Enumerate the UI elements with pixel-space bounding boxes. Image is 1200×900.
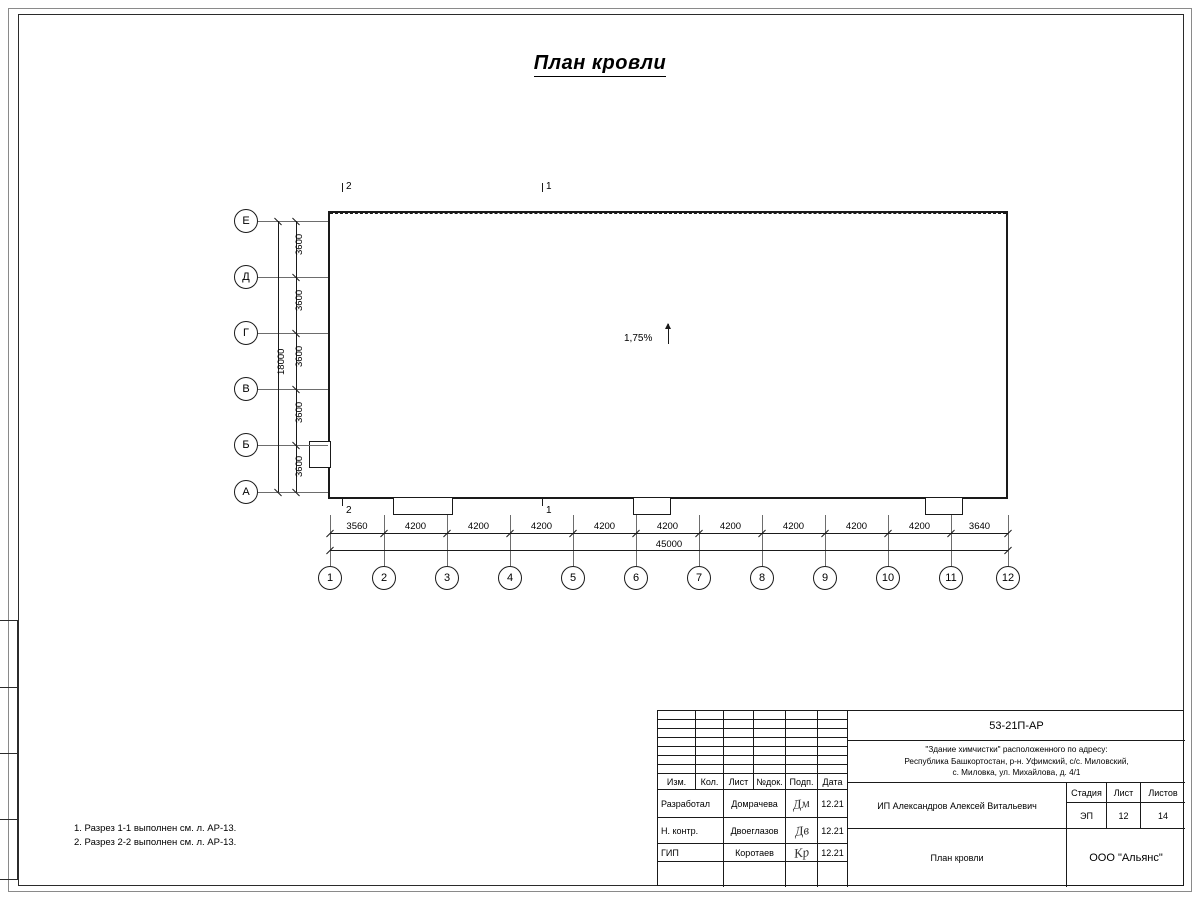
axis-circle-11: 11	[939, 566, 963, 590]
role-row-empty	[786, 862, 818, 887]
axis-circle-5: 5	[561, 566, 585, 590]
stage-value: ЭП	[1080, 810, 1093, 821]
hdim-total-line	[330, 550, 1008, 551]
axis-circle-V: В	[234, 377, 258, 401]
signature-1: Дм	[792, 794, 811, 812]
axis-circle-A: А	[234, 480, 258, 504]
title-block	[657, 710, 1184, 886]
role-row-empty	[818, 862, 848, 887]
axis-circle-2: 2	[372, 566, 396, 590]
role-date-1: 12.21	[821, 798, 844, 809]
role-name-1: Домрачева	[731, 798, 778, 809]
hdim-text-6: 4200	[656, 521, 679, 532]
axis-lead-A	[258, 492, 328, 493]
note-line-2: 2. Разрез 2-2 выполнен см. л. АР-13.	[74, 837, 237, 849]
hdim-text-11: 3640	[968, 521, 991, 532]
role-label-1: Разработал	[661, 798, 710, 809]
axis-lead-V	[258, 389, 328, 390]
company-name: ООО "Альянс"	[1089, 852, 1163, 864]
axis-lead-D	[258, 277, 328, 278]
axis-circle-9: 9	[813, 566, 837, 590]
axis-circle-G: Г	[234, 321, 258, 345]
project-code: 53-21П-АР	[989, 719, 1044, 732]
stage-header: Стадия	[1071, 787, 1102, 798]
stamp-header-izm: Изм.	[666, 776, 687, 787]
axis-lead-G	[258, 333, 328, 334]
hdim-text-3: 4200	[467, 521, 490, 532]
axis-circle-10: 10	[876, 566, 900, 590]
axis-lead-12	[1008, 515, 1009, 566]
vdim-text-4: 3600	[294, 401, 305, 423]
customer-name: ИП Александров Алексей Витальевич	[877, 800, 1037, 811]
vdim-text-5: 3600	[294, 455, 305, 477]
hdim-text-9: 4200	[845, 521, 868, 532]
signature-2: Дв	[793, 821, 810, 839]
section-mark-top-2	[346, 181, 352, 192]
section-mark-label: 2	[346, 181, 352, 192]
object-line-3: с. Миловка, ул. Михайлова, д. 4/1	[952, 768, 1081, 778]
slope-direction-arrow	[668, 324, 669, 344]
axis-circle-4: 4	[498, 566, 522, 590]
hdim-total-text: 45000	[655, 539, 683, 550]
slope-label: 1,75%	[624, 333, 653, 344]
sheet-name: План кровли	[930, 853, 984, 863]
role-name-2: Двоеглазов	[730, 825, 779, 836]
stamp-header-ndok: №док.	[756, 776, 783, 787]
role-label-3: ГИП	[661, 847, 679, 858]
stamp-header-kol: Кол.	[700, 776, 719, 787]
note-line-1: 1. Разрез 1-1 выполнен см. л. АР-13.	[74, 823, 237, 834]
vdim-text-1: 3600	[294, 233, 305, 255]
revision-col-sep	[658, 711, 818, 774]
vdim-total-text: 18000	[276, 348, 287, 375]
object-line-2: Республика Башкортостан, р-н. Уфимский, с/с. Миловский,	[904, 756, 1129, 766]
axis-circle-D: Д	[234, 265, 258, 289]
hdim-text-8: 4200	[782, 521, 805, 532]
drawing-notes	[74, 822, 236, 851]
hdim-text-1: 3560	[346, 521, 368, 532]
sheets-header: Листов	[1148, 787, 1178, 798]
sheet-header: Лист	[1113, 787, 1134, 798]
sheets-value: 14	[1157, 810, 1168, 821]
section-mark-bottom-2	[346, 505, 352, 516]
axis-circle-12: 12	[996, 566, 1020, 590]
role-name-3: Коротаев	[735, 847, 774, 858]
role-row-empty	[658, 862, 724, 887]
hdim-chain-line	[330, 533, 1008, 534]
sheet-value: 12	[1118, 810, 1129, 821]
section-mark-top-1	[546, 181, 552, 192]
page-title-text: План кровли	[534, 52, 666, 77]
hdim-text-2: 4200	[404, 521, 427, 532]
section-mark-label: 2	[346, 505, 352, 516]
signature-3: Кр	[792, 844, 810, 861]
roof-ridge-dashed-line	[330, 213, 1006, 214]
axis-circle-6: 6	[624, 566, 648, 590]
section-mark-bottom-1	[546, 505, 552, 516]
axis-circle-E: Е	[234, 209, 258, 233]
axis-lead-E	[258, 221, 328, 222]
role-row-empty	[724, 862, 786, 887]
hdim-text-5: 4200	[593, 521, 616, 532]
axis-circle-B: Б	[234, 433, 258, 457]
object-line-1: "Здание химчистки" расположенного по адресу:	[925, 744, 1108, 754]
canopy-rect-2	[633, 497, 671, 515]
axis-circle-8: 8	[750, 566, 774, 590]
section-mark-label: 1	[546, 505, 552, 516]
stamp-header-data: Дата	[822, 776, 843, 787]
axis-circle-3: 3	[435, 566, 459, 590]
axis-lead-B	[258, 445, 328, 446]
hdim-text-10: 4200	[908, 521, 931, 532]
role-date-3: 12.21	[821, 847, 844, 858]
hdim-text-7: 4200	[719, 521, 742, 532]
hdim-text-4: 4200	[530, 521, 553, 532]
role-date-2: 12.21	[821, 825, 844, 836]
stamp-header-podp: Подп.	[789, 776, 814, 787]
section-mark-label: 1	[546, 181, 552, 192]
canopy-rect-3	[925, 497, 963, 515]
vdim-text-3: 3600	[294, 345, 305, 367]
axis-circle-1: 1	[318, 566, 342, 590]
axis-circle-7: 7	[687, 566, 711, 590]
vdim-text-2: 3600	[294, 289, 305, 311]
role-label-2: Н. контр.	[661, 825, 699, 836]
building-outline	[328, 211, 1008, 499]
canopy-rect-1	[393, 497, 453, 515]
stamp-header-list: Лист	[728, 776, 749, 787]
